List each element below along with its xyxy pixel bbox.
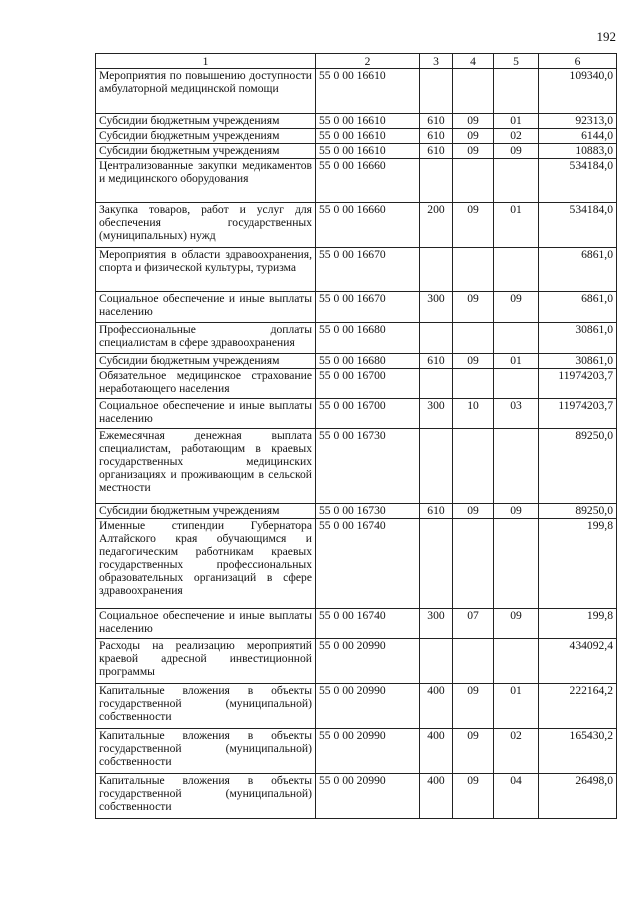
row-amount-cell: 89250,0: [539, 504, 617, 519]
row-subsection-cell: 01: [494, 114, 539, 129]
row-code-cell: 55 0 00 16660: [316, 203, 420, 248]
row-code-cell: 55 0 00 20990: [316, 774, 420, 819]
row-name-cell: Капитальные вложения в объекты государственной (муниципальной) собственности: [96, 684, 316, 729]
row-amount-cell: 6861,0: [539, 292, 617, 323]
table-row: [96, 159, 617, 203]
page-number: 192: [596, 29, 616, 44]
row-section-cell: 10: [453, 399, 494, 429]
row-section-cell: 09: [453, 684, 494, 729]
row-expense-type-cell: 400: [420, 774, 453, 819]
row-expense-type-cell: [420, 429, 453, 504]
row-amount-cell: 30861,0: [539, 354, 617, 369]
budget-table: [95, 53, 617, 819]
row-code-cell: 55 0 00 16700: [316, 369, 420, 399]
row-subsection-cell: 02: [494, 729, 539, 774]
row-section-cell: [453, 248, 494, 292]
row-code-cell: 55 0 00 16610: [316, 144, 420, 159]
row-amount-cell: 92313,0: [539, 114, 617, 129]
table-row: [96, 369, 617, 399]
row-code-cell: 55 0 00 16680: [316, 323, 420, 354]
row-expense-type-cell: 610: [420, 504, 453, 519]
column-header: 4: [453, 54, 494, 69]
row-code-cell: 55 0 00 16670: [316, 292, 420, 323]
row-amount-cell: 199,8: [539, 519, 617, 609]
table-row: [96, 203, 617, 248]
table-row: [96, 609, 617, 639]
row-section-cell: [453, 323, 494, 354]
row-expense-type-cell: 610: [420, 354, 453, 369]
row-subsection-cell: 01: [494, 203, 539, 248]
row-code-cell: 55 0 00 20990: [316, 729, 420, 774]
row-section-cell: [453, 159, 494, 203]
table-row: [96, 774, 617, 819]
row-subsection-cell: [494, 429, 539, 504]
row-subsection-cell: 09: [494, 609, 539, 639]
row-code-cell: 55 0 00 16680: [316, 354, 420, 369]
row-name-cell: Капитальные вложения в объекты государственной (муниципальной) собственности: [96, 729, 316, 774]
row-section-cell: 07: [453, 609, 494, 639]
table-body: [96, 69, 617, 819]
row-code-cell: 55 0 00 16610: [316, 129, 420, 144]
table-row: [96, 684, 617, 729]
row-expense-type-cell: 300: [420, 399, 453, 429]
row-expense-type-cell: 200: [420, 203, 453, 248]
table-row: [96, 144, 617, 159]
row-section-cell: 09: [453, 354, 494, 369]
row-name-cell: Централизованные закупки медикаментов и медицинского оборудования: [96, 159, 316, 203]
row-expense-type-cell: 610: [420, 129, 453, 144]
row-subsection-cell: 09: [494, 292, 539, 323]
row-expense-type-cell: 300: [420, 292, 453, 323]
row-section-cell: [453, 519, 494, 609]
row-name-cell: Обязательное медицинское страхование неработающего населения: [96, 369, 316, 399]
row-subsection-cell: 03: [494, 399, 539, 429]
row-name-cell: Ежемесячная денежная выплата специалистам, работающим в краевых государственных медицинских организациях и проживающим в сельской местности: [96, 429, 316, 504]
row-code-cell: 55 0 00 16610: [316, 114, 420, 129]
column-header: 5: [494, 54, 539, 69]
row-code-cell: 55 0 00 16670: [316, 248, 420, 292]
table-row: [96, 729, 617, 774]
row-name-cell: Именные стипендии Губернатора Алтайского края обучающимся и педагогическим работникам краевых государственных профессиональных образовательных организаций в сфере здравоохранения: [96, 519, 316, 609]
row-amount-cell: 165430,2: [539, 729, 617, 774]
row-amount-cell: 199,8: [539, 609, 617, 639]
row-code-cell: 55 0 00 20990: [316, 684, 420, 729]
row-name-cell: Социальное обеспечение и иные выплаты населению: [96, 292, 316, 323]
row-section-cell: 09: [453, 129, 494, 144]
row-expense-type-cell: 610: [420, 114, 453, 129]
row-name-cell: Субсидии бюджетным учреждениям: [96, 354, 316, 369]
row-section-cell: 09: [453, 729, 494, 774]
column-header: 6: [539, 54, 617, 69]
row-subsection-cell: 01: [494, 684, 539, 729]
row-code-cell: 55 0 00 20990: [316, 639, 420, 684]
table-row: [96, 323, 617, 354]
table-row: [96, 69, 617, 114]
row-subsection-cell: [494, 69, 539, 114]
row-expense-type-cell: [420, 69, 453, 114]
row-expense-type-cell: [420, 159, 453, 203]
table-row: [96, 354, 617, 369]
row-expense-type-cell: 300: [420, 609, 453, 639]
row-subsection-cell: [494, 369, 539, 399]
row-name-cell: Закупка товаров, работ и услуг для обеспечения государственных (муниципальных) нужд: [96, 203, 316, 248]
row-code-cell: 55 0 00 16740: [316, 609, 420, 639]
row-subsection-cell: 09: [494, 144, 539, 159]
row-name-cell: Мероприятия в области здравоохранения, спорта и физической культуры, туризма: [96, 248, 316, 292]
row-amount-cell: 10883,0: [539, 144, 617, 159]
row-amount-cell: 11974203,7: [539, 399, 617, 429]
row-section-cell: 09: [453, 504, 494, 519]
row-section-cell: [453, 429, 494, 504]
row-subsection-cell: 04: [494, 774, 539, 819]
row-amount-cell: 6861,0: [539, 248, 617, 292]
row-code-cell: 55 0 00 16700: [316, 399, 420, 429]
row-amount-cell: 30861,0: [539, 323, 617, 354]
row-name-cell: Субсидии бюджетным учреждениям: [96, 129, 316, 144]
table-header-row: [96, 54, 617, 69]
row-subsection-cell: [494, 639, 539, 684]
row-section-cell: 09: [453, 292, 494, 323]
row-amount-cell: 222164,2: [539, 684, 617, 729]
table-row: [96, 504, 617, 519]
row-expense-type-cell: [420, 248, 453, 292]
row-section-cell: 09: [453, 114, 494, 129]
row-section-cell: [453, 369, 494, 399]
row-name-cell: Капитальные вложения в объекты государственной (муниципальной) собственности: [96, 774, 316, 819]
row-name-cell: Социальное обеспечение и иные выплаты населению: [96, 609, 316, 639]
row-subsection-cell: 01: [494, 354, 539, 369]
row-name-cell: Мероприятия по повышению доступности амбулаторной медицинской помощи: [96, 69, 316, 114]
row-amount-cell: 11974203,7: [539, 369, 617, 399]
row-name-cell: Профессиональные доплаты специалистам в сфере здравоохранения: [96, 323, 316, 354]
row-code-cell: 55 0 00 16660: [316, 159, 420, 203]
row-amount-cell: 434092,4: [539, 639, 617, 684]
table-row: [96, 519, 617, 609]
row-expense-type-cell: 610: [420, 144, 453, 159]
row-section-cell: 09: [453, 144, 494, 159]
row-expense-type-cell: 400: [420, 729, 453, 774]
table-row: [96, 429, 617, 504]
row-amount-cell: 6144,0: [539, 129, 617, 144]
row-subsection-cell: [494, 159, 539, 203]
row-section-cell: [453, 69, 494, 114]
row-name-cell: Субсидии бюджетным учреждениям: [96, 144, 316, 159]
row-amount-cell: 534184,0: [539, 203, 617, 248]
table-row: [96, 639, 617, 684]
row-subsection-cell: [494, 323, 539, 354]
row-name-cell: Субсидии бюджетным учреждениям: [96, 504, 316, 519]
row-expense-type-cell: [420, 369, 453, 399]
row-code-cell: 55 0 00 16730: [316, 429, 420, 504]
row-code-cell: 55 0 00 16740: [316, 519, 420, 609]
row-section-cell: 09: [453, 774, 494, 819]
row-name-cell: Субсидии бюджетным учреждениям: [96, 114, 316, 129]
table-row: [96, 114, 617, 129]
column-header: 1: [96, 54, 316, 69]
row-amount-cell: 534184,0: [539, 159, 617, 203]
row-expense-type-cell: [420, 323, 453, 354]
row-code-cell: 55 0 00 16730: [316, 504, 420, 519]
table-row: [96, 292, 617, 323]
row-code-cell: 55 0 00 16610: [316, 69, 420, 114]
column-header: 2: [316, 54, 420, 69]
row-subsection-cell: [494, 519, 539, 609]
row-section-cell: 09: [453, 203, 494, 248]
row-section-cell: [453, 639, 494, 684]
row-amount-cell: 89250,0: [539, 429, 617, 504]
row-subsection-cell: 02: [494, 129, 539, 144]
column-header: 3: [420, 54, 453, 69]
table-row: [96, 129, 617, 144]
row-expense-type-cell: [420, 519, 453, 609]
row-amount-cell: 109340,0: [539, 69, 617, 114]
row-amount-cell: 26498,0: [539, 774, 617, 819]
row-expense-type-cell: [420, 639, 453, 684]
row-name-cell: Социальное обеспечение и иные выплаты населению: [96, 399, 316, 429]
table-row: [96, 248, 617, 292]
row-subsection-cell: 09: [494, 504, 539, 519]
row-subsection-cell: [494, 248, 539, 292]
table-row: [96, 399, 617, 429]
row-expense-type-cell: 400: [420, 684, 453, 729]
row-name-cell: Расходы на реализацию мероприятий краевой адресной инвестиционной программы: [96, 639, 316, 684]
